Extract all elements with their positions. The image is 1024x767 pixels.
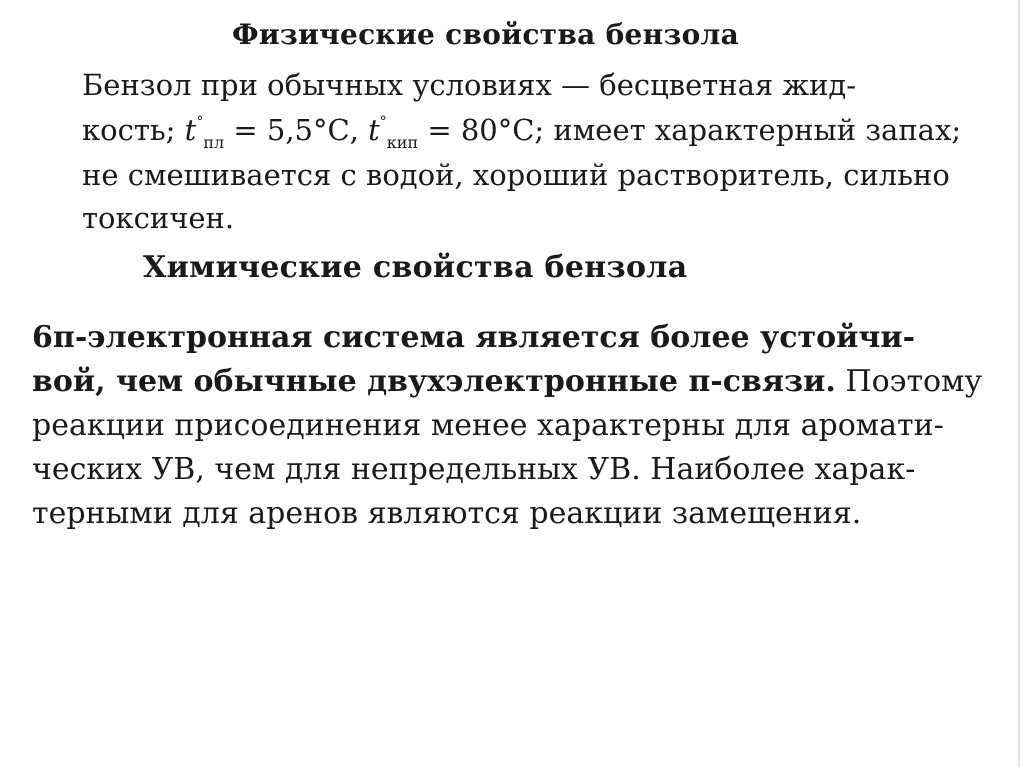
chemical-line-3: реакции присоединения менее характерны для аромати- [32,408,944,443]
physical-properties-title: Физические свойства бензола [232,18,740,51]
temperature-symbol-2: t [368,113,380,147]
chemical-line-5: терными для аренов являются реакции замещения. [32,496,862,531]
melting-point-value: = 5,5°С, [224,113,369,147]
right-edge-divider [1018,0,1020,767]
chemical-properties-title: Химические свойства бензола [143,250,688,285]
physical-line-4: токсичен. [82,201,235,235]
chemical-line-2 [32,364,982,399]
physical-line-2-prefix: кость; [82,113,185,147]
boiling-subscript: кип [386,133,419,152]
temperature-symbol: t [184,113,197,147]
physical-line-1: Бензол при обычных условиях — бесцветная жид- [82,68,857,102]
chemical-line-4: ческих УВ, чем для непредельных УВ. Наиболее харак- [32,452,916,487]
degree-mark: ° [196,114,204,130]
chemical-line-2-rest: Поэтому [835,364,983,399]
physical-line-3: не смешивается с водой, хороший растворитель, сильно [82,158,950,192]
chemical-line-1: 6π-электронная система является более устойчи- [32,320,916,355]
chemical-line-2-bold: вой, чем обычные двухэлектронные π-связи. [32,364,836,399]
boiling-point-value: = 80°С; имеет характерный запах; [418,113,962,147]
physical-line-2 [82,113,962,152]
degree-mark-2: ° [379,114,387,130]
melting-subscript: пл [203,133,225,152]
